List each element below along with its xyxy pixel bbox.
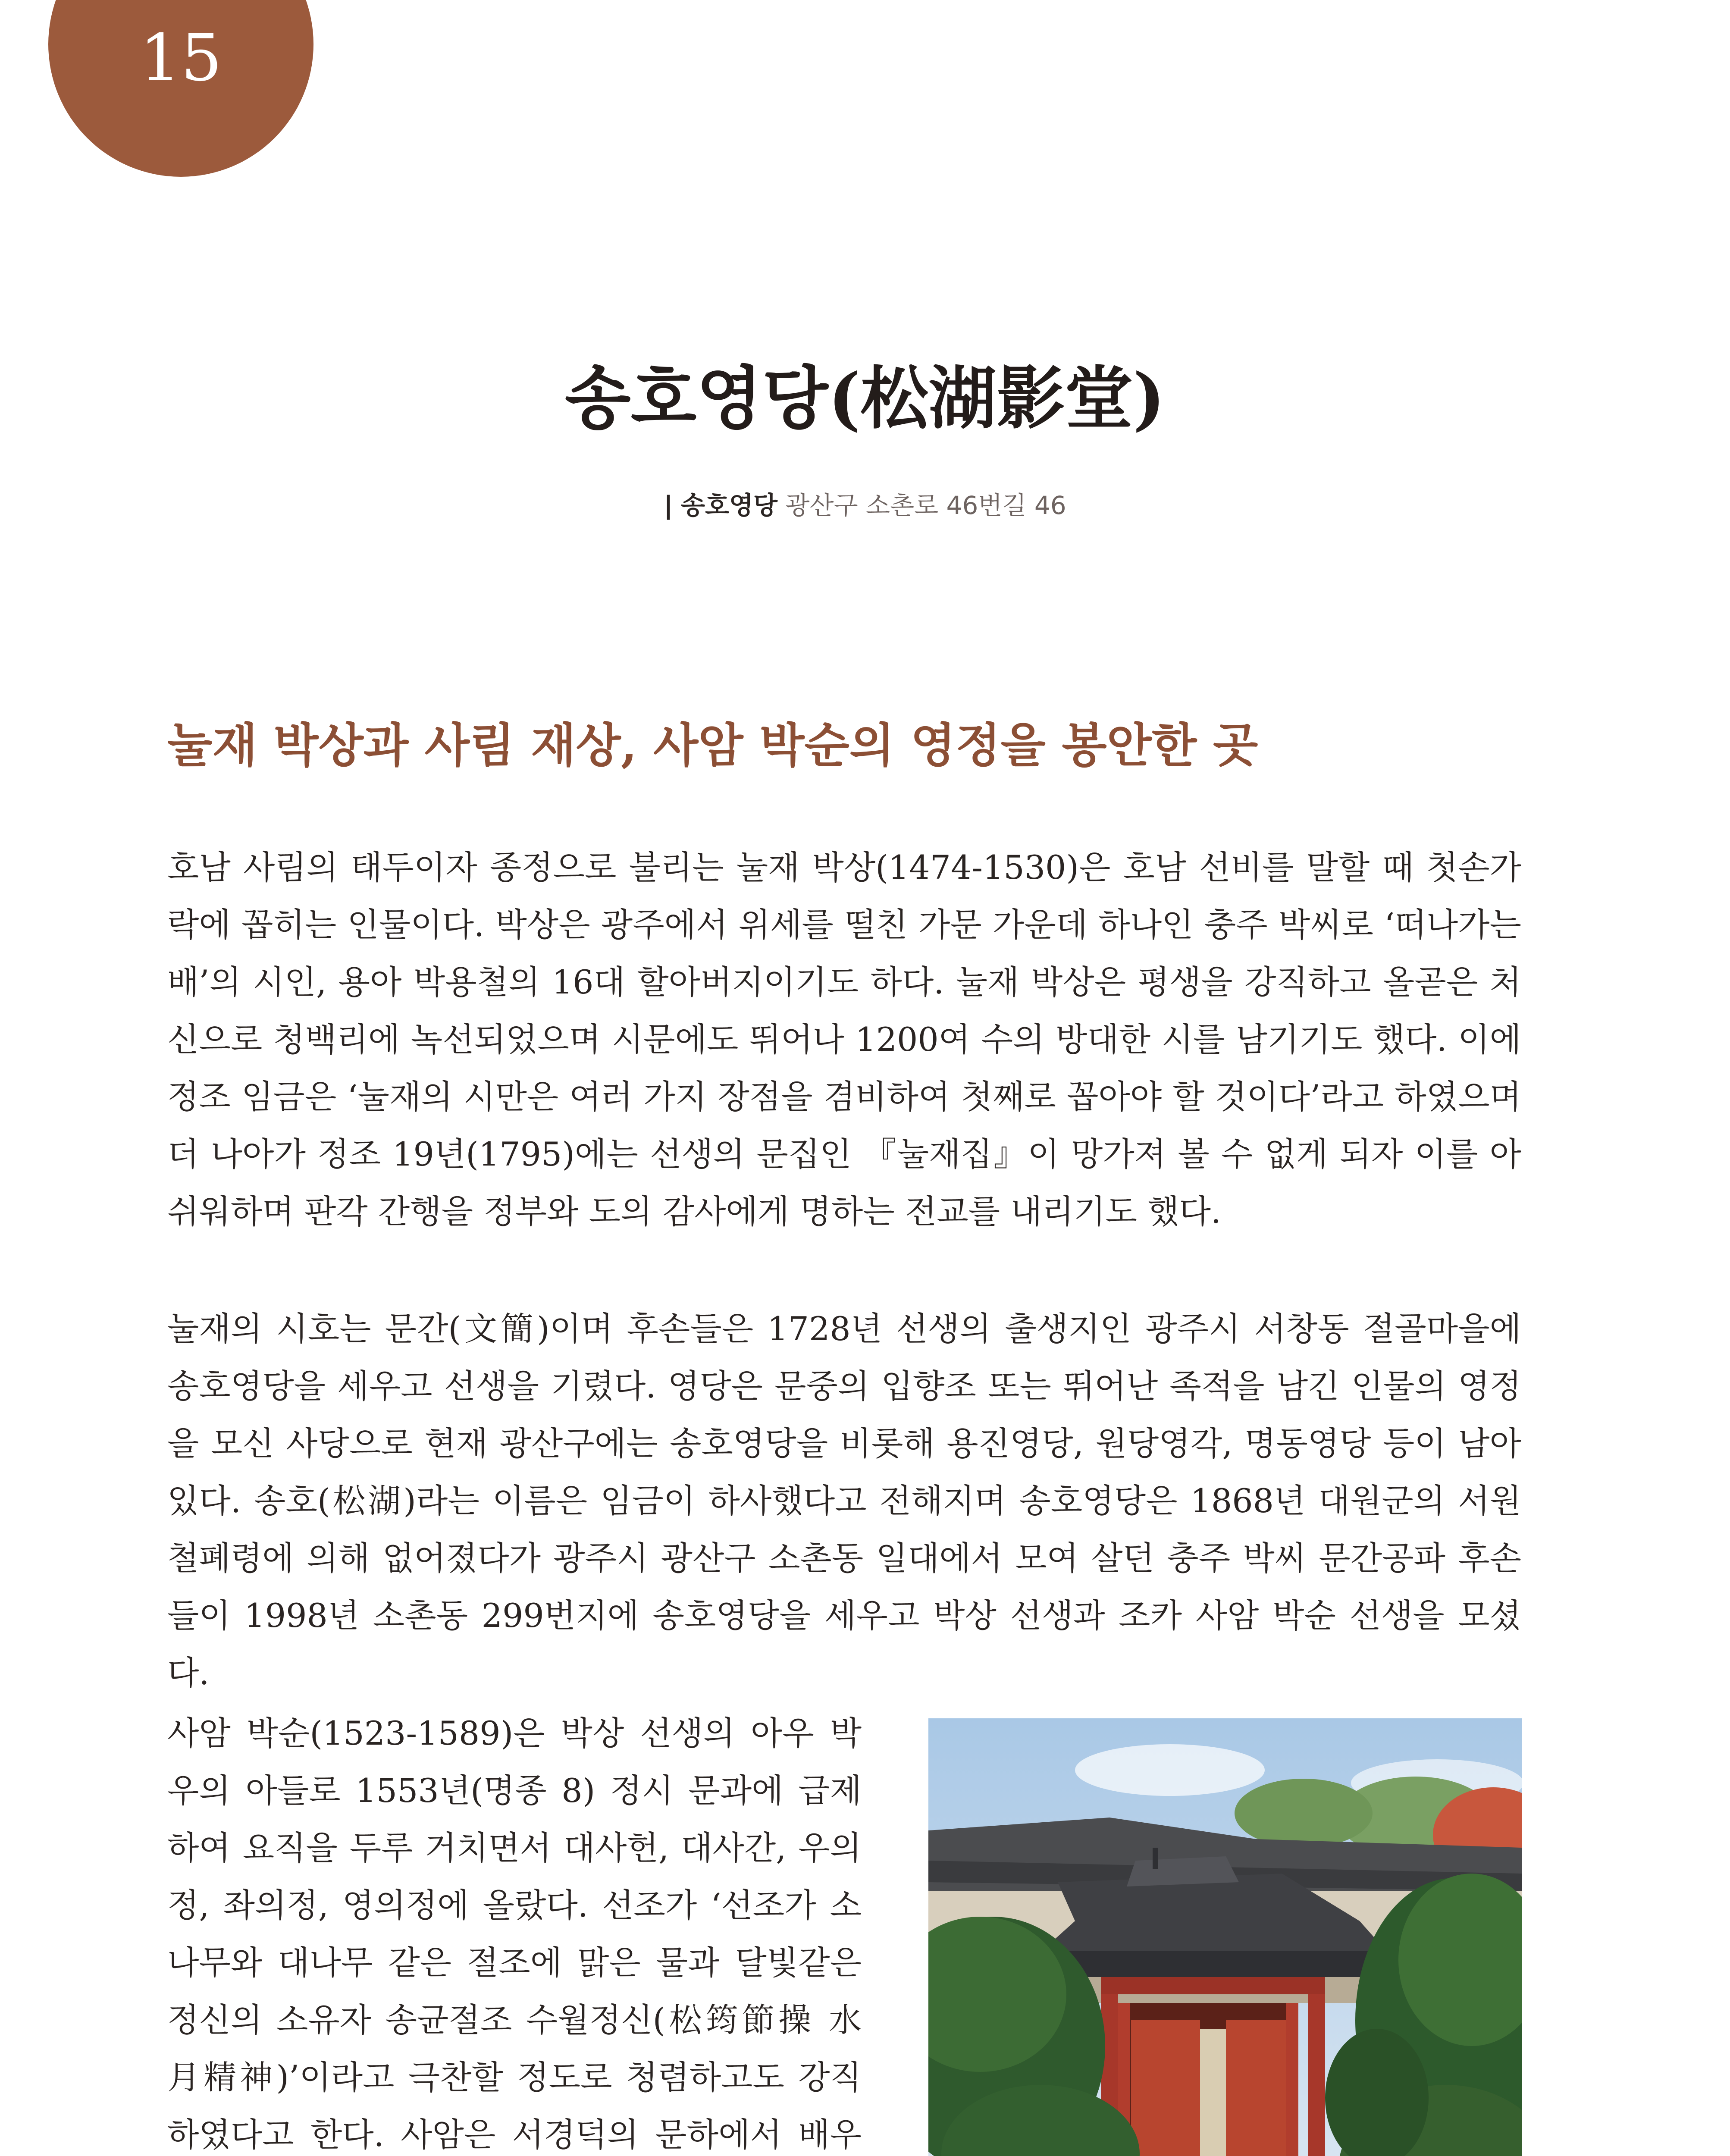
page-number-badge	[48, 0, 313, 177]
shrine-gate-illustration	[928, 1718, 1522, 2156]
address-detail: 광산구 소촌로 46번길 46	[785, 491, 1066, 520]
address-line	[0, 491, 1730, 521]
page-title: 송호영당(松湖影堂)	[564, 359, 1166, 439]
section-subtitle: 눌재 박상과 사림 재상, 사암 박순의 영정을 봉안한 곳	[167, 718, 1258, 773]
body-paragraph-1: 호남 사림의 태두이자 종정으로 불리는 눌재 박상(1474-1530)은 호남 선비를 말할 때 첫손가락에 꼽히는 인물이다. 박상은 광주에서 위세를 떨친 가문 가운데 하나인 충주 박씨로 ‘떠나가는 배’의 시인, 용아 박용철의 16대 할아버지이기도 하다. 눌재 박상은 평생을 강직하고 올곧은 처신으로 청백리에 녹선되었으며 시문에도 뛰어나 1200여 수의 방대한 시를 남기기도 했다. 이에 정조 임금은 ‘눌재의 시만은 여러 가지 장점을 겸비하여 첫째로 꼽아야 할 것이다’라고 하였으며 더 나아가 정조 19년(1795)에는 선생의 문집인 『눌재집』이 망가져 볼 수 없게 되자 이를 아쉬워하며 판각 간행을 정부와 도의 감사에게 명하는 전교를 내리기도 했다.	[167, 848, 1521, 1231]
page-number: 15	[140, 21, 222, 96]
body-paragraph-2: 눌재의 시호는 문간(文簡)이며 후손들은 1728년 선생의 출생지인 광주시 서창동 절골마을에 송호영당을 세우고 선생을 기렸다. 영당은 문중의 입향조 또는 뛰어난 족적을 남긴 인물의 영정을 모신 사당으로 현재 광산구에는 송호영당을 비롯해 용진영당, 원당영각, 명동영당 등이 남아 있다. 송호(松湖)라는 이름은 임금이 하사했다고 전해지며 송호영당은 1868년 대원군의 서원철폐령에 의해 없어졌다가 광주시 광산구 소촌동 일대에서 모여 살던 충주 박씨 문간공파 후손들이 1998년 소촌동 299번지에 송호영당을 세우고 박상 선생과 조카 사암 박순 선생을 모셨다.	[167, 1310, 1521, 1692]
body-paragraph-3: 사암 박순(1523-1589)은 박상 선생의 아우 박우의 아들로 1553년(명종 8) 정시 문과에 급제하여 요직을 두루 거치면서 대사헌, 대사간, 우의정, 좌의정, 영의정에 올랐다. 선조가 ‘선조가 소나무와 대나무 같은 절조에 맑은 물과 달빛같은 정신의 소유자 송균절조 수월정신(松筠節操 水月精神)’이라고 극찬할 정도로 청렴하고도 강직하였다고 한다. 사암은 서경덕의 문하에서 배우	[167, 1714, 862, 2154]
address-place-name: 송호영당	[680, 491, 778, 520]
shrine-gate-photo	[928, 1718, 1522, 2156]
address-separator: |	[664, 491, 673, 520]
